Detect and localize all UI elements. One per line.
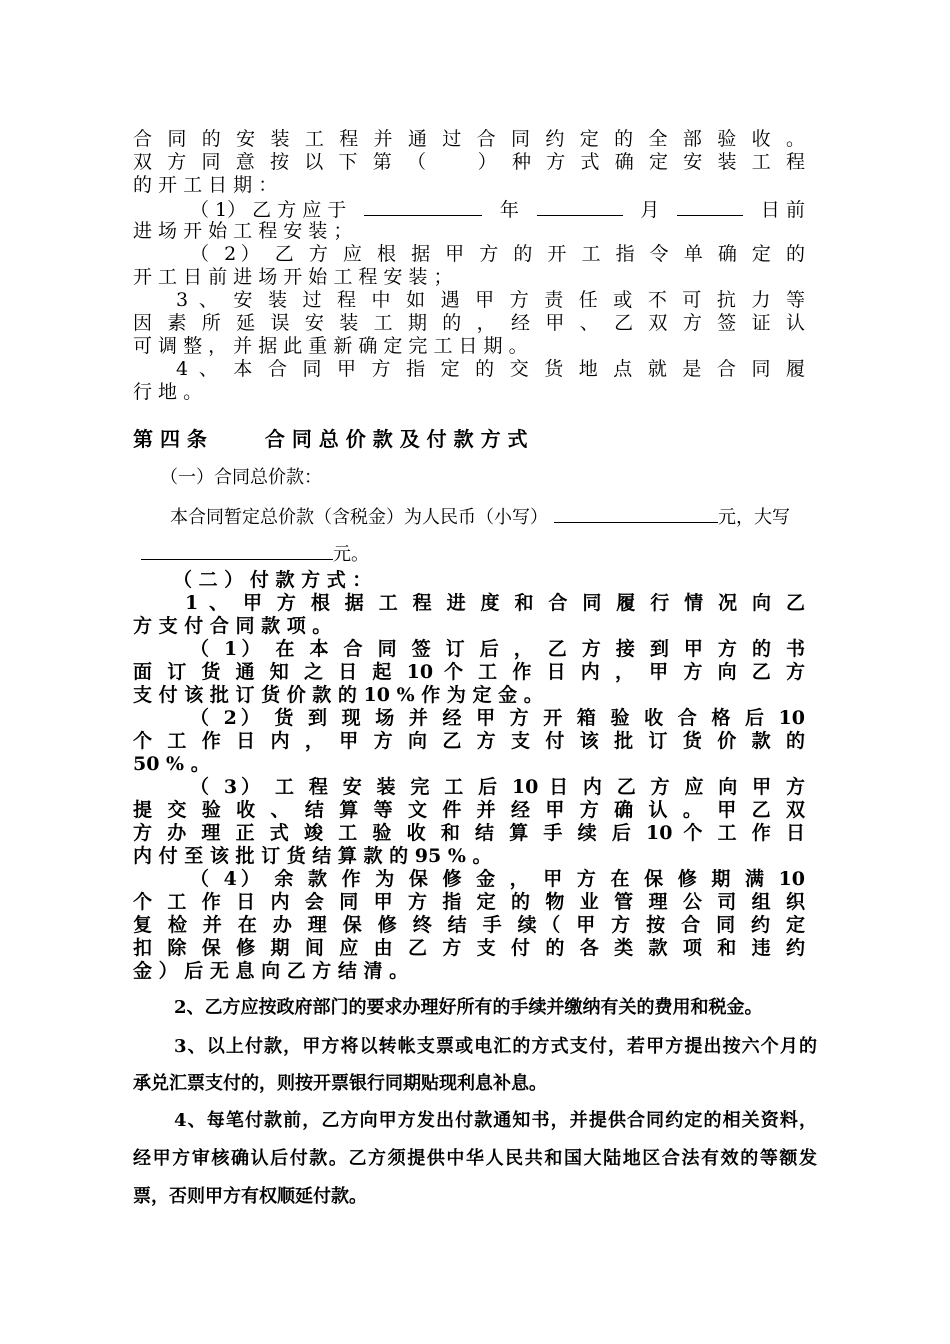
blank-month [537,197,623,216]
start-date-line [190,197,805,220]
text-line: （ 1） 在 本 合 同 签 订 后 ， 乙 方 接 到 甲 方 的 书 [190,638,805,660]
text-line: 开 工 日 前 进 场 开 始 工 程 安 装 ； [133,266,453,288]
text-line: 2、乙方应按政府部门的要求办理好所有的手续并缴纳有关的费用和税金。 [174,997,763,1018]
text-line: 扣 除 保 修 期 间 应 由 乙 方 支 付 的 各 类 款 项 和 违 约 [133,937,805,959]
text-line: 金 ） 后 无 息 向 乙 方 结 清 。 [133,960,409,982]
text-line: （一）合同总价款： [160,467,322,488]
text-line: 经甲方审核确认后付款。乙方须提供中华人民共和国大陆地区合法有效的等额发 [133,1148,817,1169]
article-number: 第 四 条 [133,428,207,451]
text-line: 50 % 。 [133,753,210,775]
blank-amount-small [554,504,718,523]
text-segment: 元，大写 [718,507,790,527]
text-line: 3 、 安 装 过 程 中 如 遇 甲 方 责 任 或 不 可 抗 力 等 [176,289,805,311]
text-segment: 月 [640,199,660,220]
text-line: 4、每笔付款前，乙方向甲方发出付款通知书，并提供合同约定的相关资料， [174,1110,817,1131]
text-segment: 本合同暂定总价款（含税金）为人民币（小写） [170,507,548,527]
text-segment: 日 前 [760,199,805,220]
text-line: 4 、 本 合 同 甲 方 指 定 的 交 货 地 点 就 是 合 同 履 [176,358,805,380]
text-segment: 元。 [333,544,369,564]
text-line: 个 工 作 日 内 ， 甲 方 向 乙 方 支 付 该 批 订 货 价 款 的 [133,730,805,752]
text-line: 双 方 同 意 按 以 下 第 （ ） 种 方 式 确 定 安 装 工 程 [133,151,805,173]
text-line: 面 订 货 通 知 之 日 起 10 个 工 作 日 内 ， 甲 方 向 乙 方 [133,661,805,683]
text-segment: 年 [499,199,519,220]
text-line: （ 3） 工 程 安 装 完 工 后 10 日 内 乙 方 应 向 甲 方 [190,776,805,798]
total-price-capital-line [141,541,813,564]
total-price-line [170,504,830,527]
text-line: （ 2） 货 到 现 场 并 经 甲 方 开 箱 验 收 合 格 后 10 [190,707,805,729]
text-line: （ 2） 乙 方 应 根 据 甲 方 的 开 工 指 令 单 确 定 的 [190,243,805,265]
text-line: 合 同 的 安 装 工 程 并 通 过 合 同 约 定 的 全 部 验 收 。 [133,128,805,150]
text-line: 行 地 。 [133,381,203,403]
text-line: 方 办 理 正 式 竣 工 验 收 和 结 算 手 续 后 10 个 工 作 日 [133,822,805,844]
text-line: 承兑汇票支付的，则按开票银行同期贴现利息补息。 [133,1073,547,1094]
text-line: 提 交 验 收 、 结 算 等 文 件 并 经 甲 方 确 认 。 甲 乙 双 [133,799,805,821]
text-line: 复 检 并 在 办 理 保 修 终 结 手 续（ 甲 方 按 合 同 约 定 [133,914,805,936]
text-line: 的 开 工 日 期 ： [133,174,278,196]
blank-day [677,197,743,216]
text-line: 进 场 开 始 工 程 安 装 ； [133,220,353,242]
text-line: 方 支 付 合 同 款 项 。 [133,615,332,637]
section-heading [133,428,805,451]
text-line: 3、以上付款，甲方将以转帐支票或电汇的方式支付，若甲方提出按六个月的 [174,1036,817,1057]
blank-amount-capital [141,541,333,560]
blank-year [364,197,482,216]
article-title: 合 同 总 价 款 及 付 款 方 式 [264,428,528,451]
text-line: 票，否则甲方有权顺延付款。 [133,1186,367,1207]
text-line: 内 付 至 该 批 订 货 结 算 款 的 95 % 。 [133,845,492,867]
text-line: 支 付 该 批 订 货 价 款 的 10 % 作 为 定 金 。 [133,684,543,706]
text-line: 可 调 整 ， 并 据 此 重 新 确 定 完 工 日 期 。 [133,335,528,357]
text-line: 1 、 甲 方 根 据 工 程 进 度 和 合 同 履 行 情 况 向 乙 [185,592,805,614]
text-segment: （ 1） 乙 方 应 于 [190,199,347,220]
text-line: （ 4） 余 款 作 为 保 修 金 ， 甲 方 在 保 修 期 满 10 [190,868,805,890]
text-line: 个 工 作 日 内 会 同 甲 方 指 定 的 物 业 管 理 公 司 组 织 [133,891,805,913]
text-line: 因 素 所 延 误 安 装 工 期 的 ， 经 甲 、 乙 双 方 签 证 认 [133,312,805,334]
text-line: （ 二 ） 付 款 方 式 ： [173,569,372,591]
